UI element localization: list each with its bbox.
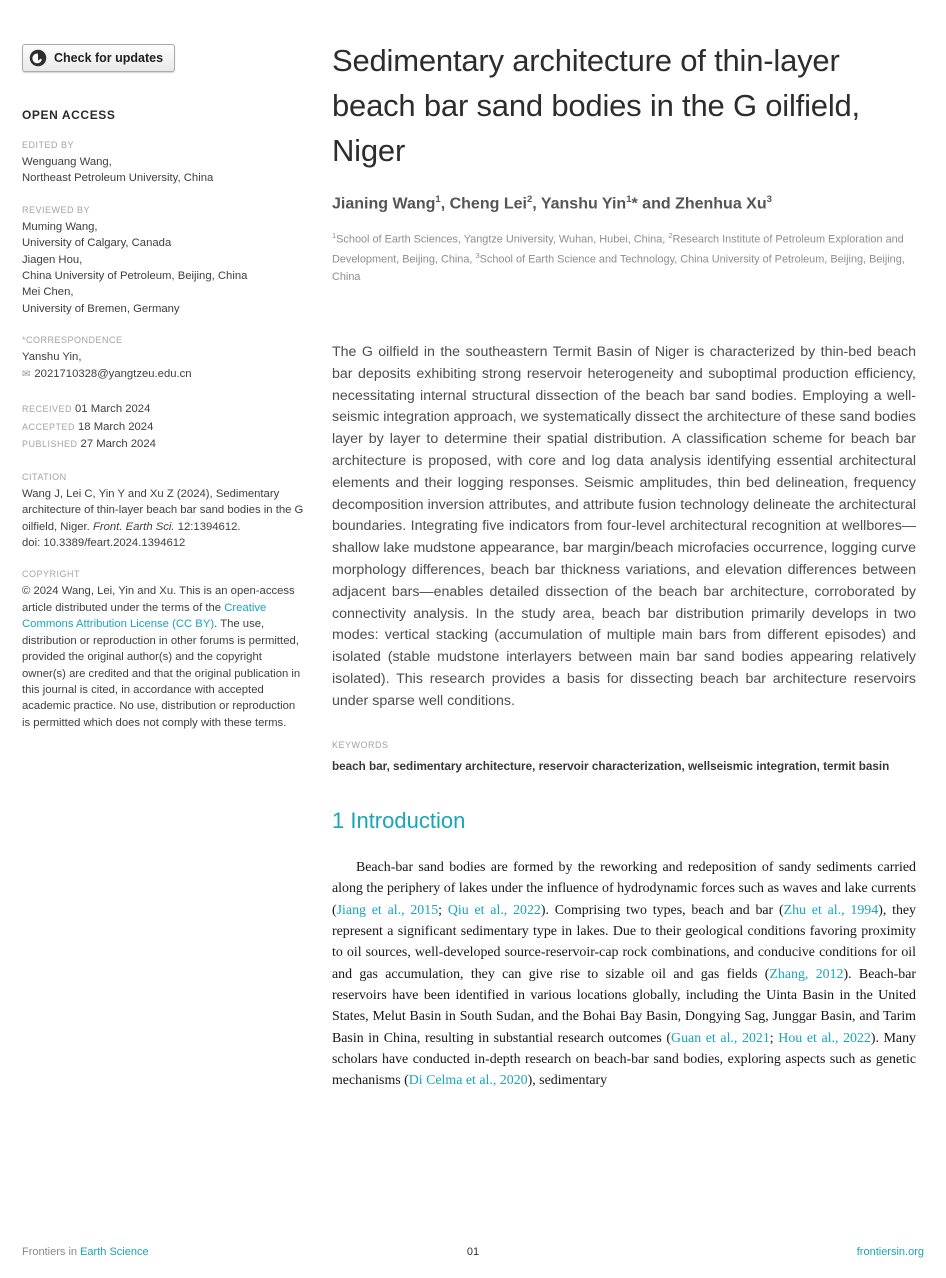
affiliation: School of Earth Sciences, Yangtze University, Wuhan, Hubei, China, [336,233,669,246]
intro-text-segment: ; [438,902,448,918]
citation-text: Wang J, Lei C, Yin Y and Xu Z (2024), Sedimentary architecture of thin-layer beach bar sand bodies in the G oilfield, Niger. [22,487,304,533]
correspondence-label: *CORRESPONDENCE [22,335,123,346]
reviewer-affiliation: China University of Petroleum, Beijing, China [22,270,248,283]
citation-link[interactable]: Hou et al., 2022 [778,1030,871,1046]
correspondence-block [22,335,304,383]
reviewed-by-block [22,205,304,317]
front-matter-sidebar [22,44,304,731]
author-separator: , [532,195,541,213]
copyright-text: © 2024 Wang, Lei, Yin and Xu. This is an open-access article distributed under the terms of the [22,585,295,614]
reviewer-affiliation: University of Bremen, Germany [22,302,180,315]
published-date: 27 March 2024 [80,438,156,451]
received-row [22,401,304,419]
published-row [22,436,304,454]
author: Yanshu Yin [540,195,627,213]
author-separator: * and [631,195,676,213]
received-label: RECEIVED [22,404,73,415]
author-separator: , [440,195,450,213]
intro-text-segment: ; [769,1030,779,1046]
author-affiliation-sup: 1 [435,194,441,205]
author: Jianing Wang [332,195,436,213]
reviewed-by-label: REVIEWED BY [22,204,91,215]
accepted-row [22,419,304,437]
citation-volume: 12:1394612. [174,520,241,533]
affiliation-sup: 2 [668,231,673,241]
keywords-text: beach bar, sedimentary architecture, reservoir characterization, wellseismic integration, termit basin [332,759,890,773]
footer-site-link[interactable]: frontiersin.org [856,1246,924,1258]
keywords-label: KEYWORDS [332,739,389,750]
check-for-updates-button[interactable] [22,44,175,72]
intro-text-segment: ). Beach-bar reservoirs have been identified in various locations globally, including the Uinta Basin in the United States, Melut Basin in South Sudan, and the Bohai Bay Basin, Dongying Sag, Junggar Basin, and Tarim Basin in China, resulting in substantial research outcomes ( [332,966,916,1046]
author: Zhenhua Xu [675,195,767,213]
abstract-text: The G oilfield in the southeastern Termit Basin of Niger is characterized by thin-bed beach bar deposits exhibiting strong reservoir heterogeneity and suboptimal production efficiency, necessitating internal structural dissection of the beach bar sand bodies. Employing a well-seismic integration approach, we systematically dissect the architecture of these sand bodies layer by layer to determine their spatial distribution. A classification scheme for beach bar architecture is proposed, with core and log data analysis identifying essential architectural elements and their logging responses. Seismic amplitudes, thin bed delineation, frequency decomposition inversion attributes, and attribute fusion technology delineate the architectural boundaries. Integrating five indicators from four-level architectural recognition at wellbores—shallow lake mudstone appearance, bar margin/beach microfacies occurrence, logging curve morphology differences, beach bar thickness variations, and elevation differences between adjacent bars—enables detailed dissection of the beach bar architecture, corroborated by connectivity analysis. In the study area, beach bar distribution primarily develops in two modes: vertical stacking (accumulation of multiple main bars from different episodes) and isolated (stable mudstone interlayers between main bar sand bodies appearing relatively isolated). This research provides a basis for dissecting beach bar architecture reservoirs under sparse well conditions. [332,344,916,709]
intro-text-segment: ), sedimentary [527,1073,608,1089]
affiliation: Research Institute of Petroleum Exploration and Development, Beijing, China, [332,233,904,267]
copyright-block [22,569,304,731]
introduction-paragraph [332,857,916,1091]
cc-by-license-link[interactable]: Creative Commons Attribution License (CC BY) [22,601,267,631]
article-main [332,38,916,1105]
author: Cheng Lei [449,195,527,213]
affiliation-sup: 1 [332,231,337,241]
editor-name: Wenguang Wang, [22,156,112,168]
envelope-icon: ✉ [22,368,31,380]
reviewer-name: Muming Wang, [22,220,98,233]
citation-link[interactable]: Zhu et al., 1994 [783,902,879,918]
correspondence-email-link[interactable]: 2021710328@yangtzeu.edu.cn [34,367,192,380]
reviewer-name: Mei Chen, [22,286,74,299]
citation-link[interactable]: Qiu et al., 2022 [447,902,541,918]
edited-by-label: EDITED BY [22,140,75,150]
reviewer-name: Jiagen Hou, [22,253,83,266]
citation-link[interactable]: Guan et al., 2021 [671,1030,770,1046]
citation-link[interactable]: Jiang et al., 2015 [336,902,439,918]
intro-text-segment: ). Comprising two types, beach and bar ( [540,902,784,918]
footer-journal-prefix: Frontiers in [22,1246,78,1258]
crossmark-icon [29,49,47,67]
check-for-updates-label: Check for updates [54,51,164,65]
footer-journal-link[interactable]: Earth Science [80,1246,149,1258]
citation-label: CITATION [22,471,67,482]
author-list [332,194,916,213]
editor-affiliation: Northeast Petroleum University, China [22,172,214,185]
article-title: Sedimentary architecture of thin-layer beach bar sand bodies in the G oilfield, Niger [332,43,860,168]
author-affiliation-sup: 1 [626,194,632,205]
affiliation: School of Earth Science and Technology, China University of Petroleum, Beijing, Beijing, China [332,254,905,283]
accepted-label: ACCEPTED [22,421,76,432]
intro-text-segment: Beach-bar sand bodies are formed by the reworking and redeposition of sandy sediments carried along the periphery of lakes under the influence of hydrodynamic forces such as waves and lake currents ( [332,860,916,918]
open-access-label: OPEN ACCESS [22,108,116,122]
reviewer-affiliation: University of Calgary, Canada [22,237,172,250]
intro-text-segment: ), they represent a significant sedimentary type in lakes. Due to their geological conditions favoring proximity to oil sources, well-developed source-reservoir-cap rock combinations, and conducive conditions for oil and gas accumulation, they can give rise to sizable oil and gas fields ( [332,902,917,982]
dates-block [22,401,304,454]
received-date: 01 March 2024 [75,403,151,416]
author-affiliation-sup: 2 [526,194,533,205]
section-heading-introduction: 1 Introduction [332,808,466,834]
intro-text-segment: ). Many scholars have conducted in-depth research on beach-bar sand bodies, exploring aspects such as genetic mechanisms ( [332,1030,916,1089]
citation-link[interactable]: Di Celma et al., 2020 [408,1073,528,1089]
edited-by-block [22,140,304,187]
copyright-text: . The use, distribution or reproduction in other forums is permitted, provided the original author(s) and the copyright owner(s) are credited and that the original publication in this journal is cited, in accordance with accepted academic practice. No use, distribution or reproduction is permitted which does not comply with these terms. [22,618,301,729]
affiliation-sup: 3 [475,251,480,261]
citation-block [22,472,304,552]
copyright-label: COPYRIGHT [22,569,81,580]
citation-doi: doi: 10.3389/feart.2024.1394612 [22,537,186,550]
correspondence-name: Yanshu Yin, [22,351,82,364]
citation-link[interactable]: Zhang, 2012 [769,966,844,982]
published-label: PUBLISHED [22,439,78,450]
accepted-date: 18 March 2024 [78,420,154,433]
affiliations [332,228,916,285]
page-number: 01 [466,1246,480,1258]
author-affiliation-sup: 3 [766,194,772,205]
citation-journal: Front. Earth Sci. [92,520,175,533]
